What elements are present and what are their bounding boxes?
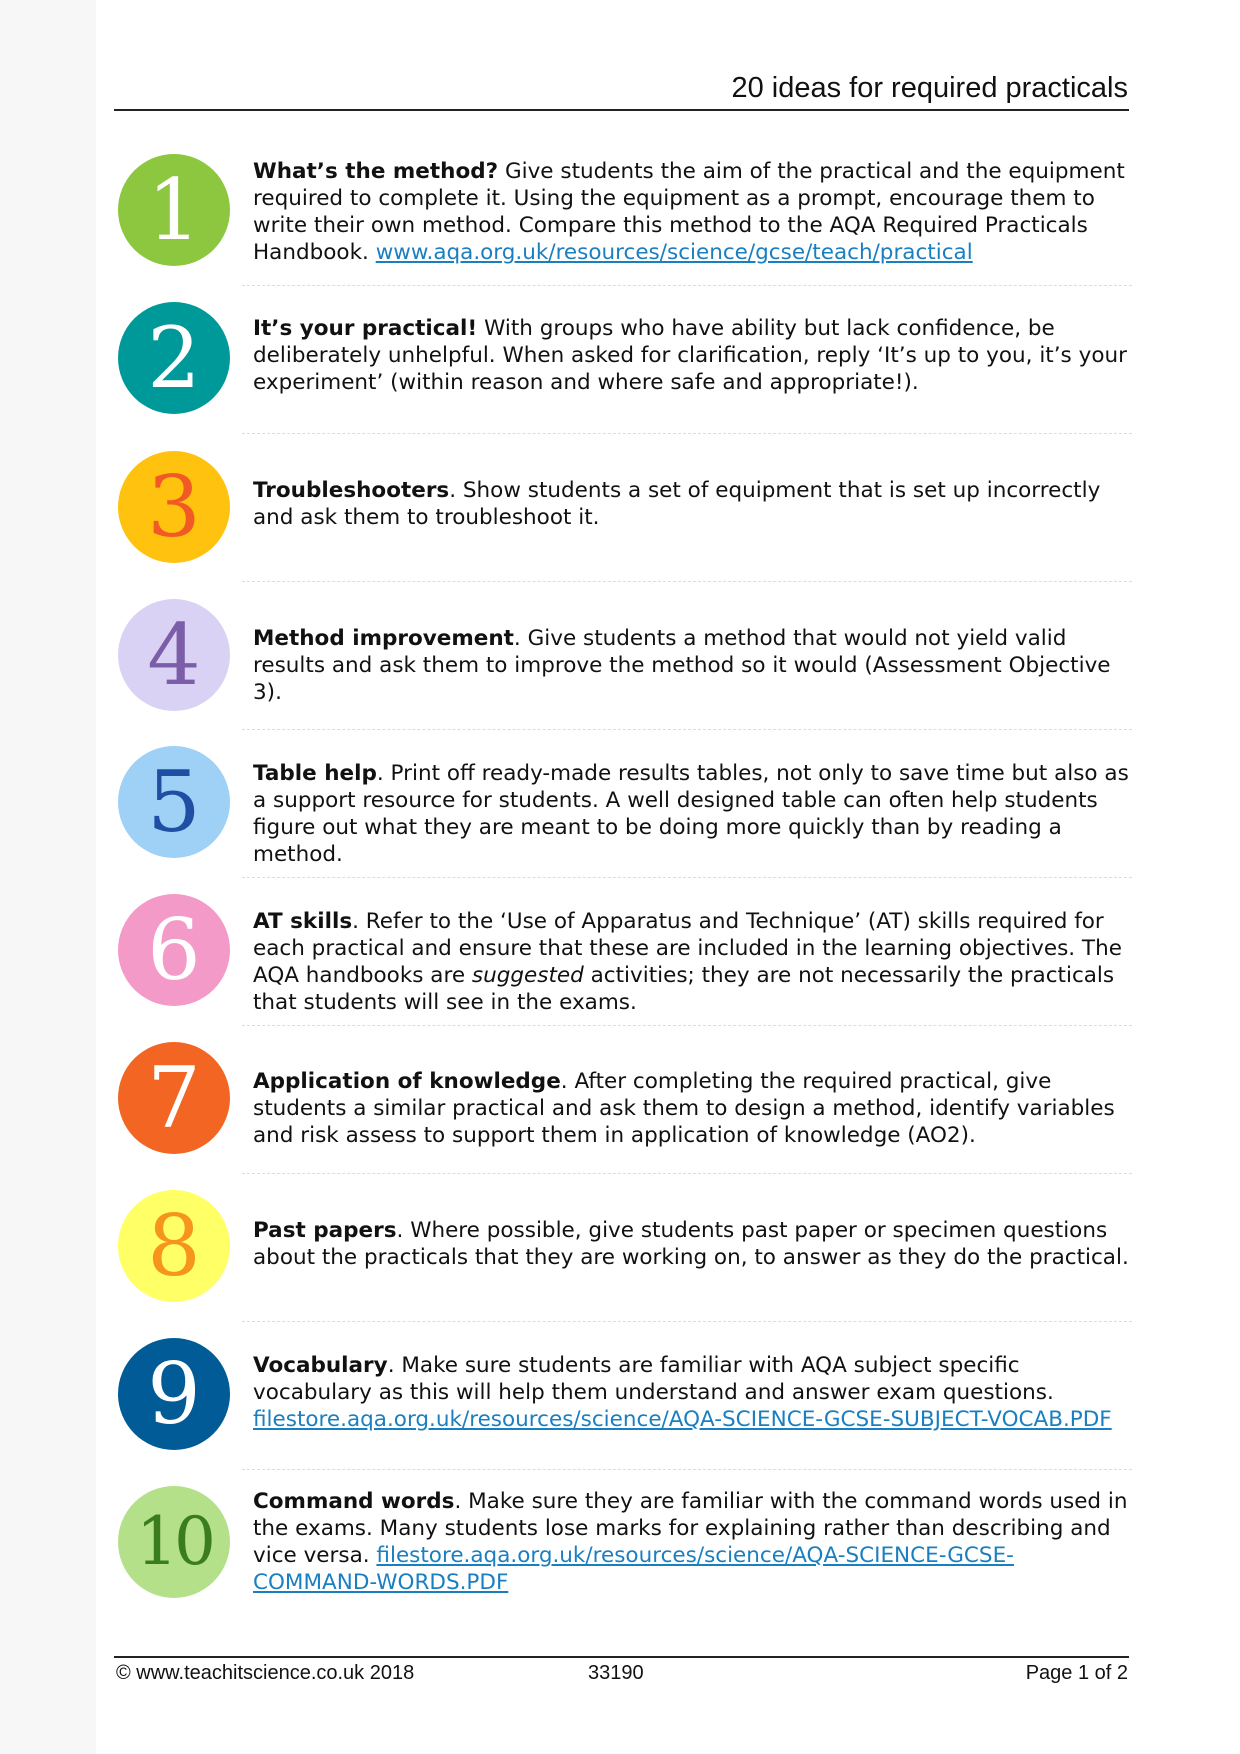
- footer-divider: [114, 1656, 1129, 1658]
- idea-title: Past papers: [253, 1218, 397, 1243]
- idea-divider: [242, 877, 1132, 878]
- idea-title: Vocabulary: [253, 1353, 388, 1378]
- badge-number: 7: [147, 1049, 201, 1147]
- footer-copyright: © www.teachitscience.co.uk 2018: [116, 1662, 415, 1684]
- number-badge-7: [118, 1042, 230, 1154]
- number-badge-6: [118, 894, 230, 1006]
- badge-number: 1: [147, 161, 201, 259]
- idea-title: Application of knowledge: [253, 1069, 561, 1094]
- idea-body: . Show students a set of equipment that is set up incorrectly and ask them to troubleshoot it.: [253, 478, 1101, 530]
- number-badge-3: [118, 451, 230, 563]
- page-title: 20 ideas for required practicals: [731, 72, 1128, 104]
- idea-text-4: [253, 625, 1133, 706]
- number-badge-8: [118, 1190, 230, 1302]
- badge-number: 3: [147, 458, 201, 556]
- badge-number: 5: [147, 753, 201, 851]
- idea-text-8: [253, 1217, 1133, 1271]
- idea-text-10: [253, 1488, 1133, 1596]
- idea-emphasis: suggested: [471, 963, 584, 988]
- idea-text-2: [253, 315, 1133, 396]
- footer-resource-code: 33190: [588, 1662, 644, 1684]
- aqa-practical-link[interactable]: www.aqa.org.uk/resources/science/gcse/teach/practical: [375, 240, 973, 265]
- idea-divider: [242, 1321, 1132, 1322]
- number-badge-10: [118, 1486, 230, 1598]
- idea-body-after: activities; they are not necessarily the practicals that students will see in the exams.: [253, 963, 1115, 1015]
- idea-body: . Print off ready-made results tables, not only to save time but also as a support resource for students. A well designed table can often help students figure out what they are meant to be doing more quickly than by reading a method.: [253, 761, 1129, 867]
- number-badge-1: [118, 154, 230, 266]
- idea-body: Give students the aim of the practical and the equipment required to complete it. Using the equipment as a prompt, encourage them to write their own method. Compare this method to the AQA Required Practicals Handbook.: [253, 159, 1125, 265]
- idea-divider: [242, 1025, 1132, 1026]
- badge-number: 10: [136, 1503, 212, 1580]
- footer-page-number: Page 1 of 2: [1025, 1662, 1128, 1684]
- idea-body: With groups who have ability but lack confidence, be deliberately unhelpful. When asked for clarification, reply ‘It’s up to you, it’s your experiment’ (within reason and where safe and appropriate!).: [253, 316, 1127, 395]
- idea-body: . Make sure students are familiar with AQA subject specific vocabulary as this will help them understand and answer exam questions.: [253, 1353, 1054, 1405]
- idea-title: Command words: [253, 1489, 455, 1514]
- badge-number: 8: [147, 1197, 201, 1295]
- idea-title: Troubleshooters: [253, 478, 450, 503]
- idea-text-9: [253, 1352, 1133, 1433]
- idea-body: . Where possible, give students past paper or specimen questions about the practicals that they are working on, to answer as they do the practical.: [253, 1218, 1129, 1270]
- number-badge-4: [118, 599, 230, 711]
- idea-text-3: [253, 477, 1133, 531]
- subject-vocab-link[interactable]: filestore.aqa.org.uk/resources/science/AQA-SCIENCE-GCSE-SUBJECT-VOCAB.PDF: [253, 1407, 1112, 1432]
- idea-title: Method improvement: [253, 626, 514, 651]
- idea-body: . After completing the required practical, give students a similar practical and ask them to design a method, identify variables and risk assess to support them in application of knowledge (AO2).: [253, 1069, 1115, 1148]
- idea-divider: [242, 1173, 1132, 1174]
- command-words-link[interactable]: filestore.aqa.org.uk/resources/science/AQA-SCIENCE-GCSE-COMMAND-WORDS.PDF: [253, 1543, 1014, 1595]
- badge-number: 4: [147, 606, 201, 704]
- idea-text-1: [253, 158, 1133, 266]
- idea-divider: [242, 729, 1132, 730]
- badge-number: 2: [147, 309, 201, 407]
- idea-title: AT skills: [253, 909, 353, 934]
- number-badge-5: [118, 746, 230, 858]
- idea-title: It’s your practical!: [253, 316, 478, 341]
- idea-body: . Refer to the ‘Use of Apparatus and Technique’ (AT) skills required for each practical and ensure that these are included in the learning objectives. The AQA handbooks are: [253, 909, 1122, 988]
- idea-divider: [242, 285, 1132, 286]
- idea-divider: [242, 1469, 1132, 1470]
- idea-title: Table help: [253, 761, 377, 786]
- idea-divider: [242, 433, 1132, 434]
- idea-text-5: [253, 760, 1133, 868]
- number-badge-2: [118, 302, 230, 414]
- idea-title: What’s the method?: [253, 159, 499, 184]
- idea-body: . Give students a method that would not yield valid results and ask them to improve the method so it would (Assessment Objective 3).: [253, 626, 1111, 705]
- idea-divider: [242, 581, 1132, 582]
- number-badge-9: [118, 1338, 230, 1450]
- idea-text-7: [253, 1068, 1133, 1149]
- badge-number: 9: [147, 1345, 201, 1443]
- badge-number: 6: [147, 901, 201, 999]
- idea-text-6: [253, 908, 1133, 1016]
- idea-body: . Make sure they are familiar with the command words used in the exams. Many students lose marks for explaining rather than describing and vice versa.: [253, 1489, 1128, 1568]
